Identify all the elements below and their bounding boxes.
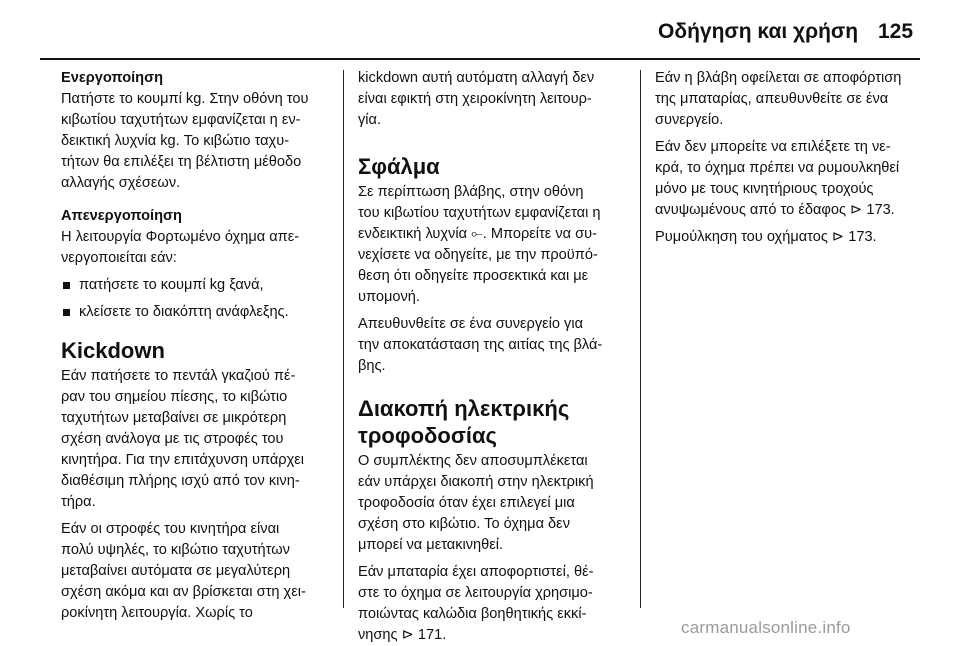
text-line: Εάν οι στροφές του κινητήρα είναι [61, 521, 280, 537]
text-line: πολύ υψηλές, το κιβώτιο ταχυτήτων [61, 542, 290, 558]
bullet-square-icon [63, 282, 70, 289]
heading-line: Διακοπή ηλεκτρικής [358, 396, 570, 421]
column-3 [655, 68, 923, 248]
text-line: κιβωτίου ταχυτήτων εμφανίζεται η εν- [61, 112, 301, 128]
section-heading-kickdown: Kickdown [61, 338, 165, 363]
text-line: σχέση στο κιβώτιο. Το όχημα δεν [358, 516, 570, 532]
text-line: αλλαγής σχέσεων. [61, 175, 181, 191]
text-line: σχέση ακόμα και αν βρίσκεται στη χει- [61, 584, 306, 600]
heading-line: τροφοδοσίας [358, 423, 497, 448]
text-line: τροφοδοσία όταν έχει επιλεγεί μια [358, 495, 575, 511]
text-line: του κιβωτίου ταχυτήτων εμφανίζεται η [358, 205, 601, 221]
text-line: ραν του σημείου πίεσης, το κιβώτιο [61, 389, 288, 405]
bullet-text: πατήσετε το κουμπί kg ξανά, [79, 277, 264, 293]
text-line: της μπαταρίας, απευθυνθείτε σε ένα [655, 91, 889, 107]
text-line: θεση ότι οδηγείτε προσεκτικά και με [358, 268, 589, 284]
text-line: νησης ⊳ 171. [358, 627, 447, 643]
paragraph-fault-2 [358, 314, 626, 377]
text-line: ενδεικτική λυχνία ⟜. Μπορείτε να συ- [358, 226, 597, 242]
column-1 [61, 68, 329, 624]
text-line: υπομονή. [358, 289, 420, 305]
paragraph-power-1 [358, 451, 626, 556]
text-line: μόνο με τους κινητήριους τροχούς [655, 181, 874, 197]
text-line: Εάν η βλάβη οφείλεται σε αποφόρτιση [655, 70, 902, 86]
section-heading-power-interruption [358, 395, 626, 449]
paragraph-kickdown-1 [61, 366, 329, 513]
text-line: κρά, το όχημα πρέπει να ρυμουλκηθεί [655, 160, 900, 176]
text-line: σχέση ανάλογα με τις στροφές του [61, 431, 284, 447]
paragraph-power-2 [358, 562, 626, 646]
spacer [61, 194, 329, 206]
header-rule [40, 58, 920, 60]
text-line: γία. [358, 112, 382, 128]
text-line: Απευθυνθείτε σε ένα συνεργείο για [358, 316, 584, 332]
text-line: είναι εφικτή στη χειροκίνητη λειτουρ- [358, 91, 592, 107]
text-line: ταχυτήτων μεταβαίνει σε μικρότερη [61, 410, 287, 426]
paragraph-activation [61, 89, 329, 194]
text-line: τήτων θα επιλέξει τη βέλτιστη μέθοδο [61, 154, 302, 170]
text-line: βης. [358, 358, 386, 374]
text-line: τήρα. [61, 494, 96, 510]
text-line: μπορεί να μετακινηθεί. [358, 537, 504, 553]
bullet-square-icon [63, 309, 70, 316]
bullet-item [61, 275, 329, 296]
text-line: την αποκατάσταση της αιτίας της βλά- [358, 337, 603, 353]
text-line: διαθέσιμη πλήρης ισχύ από τον κινη- [61, 473, 300, 489]
text-line: εάν υπάρχει διακοπή στην ηλεκτρική [358, 474, 594, 490]
column-2 [358, 68, 626, 646]
text-line: ανυψωμένους από το έδαφος ⊳ 173. [655, 202, 895, 218]
text-line: Εάν μπαταρία έχει αποφορτιστεί, θέ- [358, 564, 594, 580]
text-line: κινητήρα. Για την επιτάχυνση υπάρχει [61, 452, 304, 468]
text-line: συνεργείο. [655, 112, 724, 128]
text-line: νεργοποιείται εάν: [61, 250, 177, 266]
text-line: Η λειτουργία Φορτωμένο όχημα απε- [61, 229, 300, 245]
column-divider-left [343, 70, 344, 608]
paragraph-fault-1 [358, 182, 626, 308]
text-line: Εάν πατήσετε το πεντάλ γκαζιού πέ- [61, 368, 296, 384]
paragraph-deactivation [61, 227, 329, 269]
text-line: kickdown αυτή αυτόματη αλλαγή δεν [358, 70, 595, 86]
text-line: Ρυμούλκηση του οχήματος ⊳ 173. [655, 229, 877, 245]
bullet-item [61, 302, 329, 323]
text-line: στε το όχημα σε λειτουργία χρησιμο- [358, 585, 593, 601]
text-line: δεικτική λυχνία kg. Το κιβώτιο ταχυ- [61, 133, 290, 149]
text-line: Πατήστε το κουμπί kg. Στην οθόνη του [61, 91, 309, 107]
watermark: carmanualsonline.info [681, 618, 851, 637]
text-line: μεταβαίνει αυτόματα σε μεγαλύτερη [61, 563, 291, 579]
paragraph-battery [655, 68, 923, 131]
paragraph-kickdown-2 [61, 519, 329, 624]
page-number: 125 [878, 20, 914, 43]
heading-deactivation: Απενεργοποίηση [61, 208, 182, 224]
bullet-text: κλείσετε το διακόπτη ανάφλεξης. [79, 304, 289, 320]
paragraph-neutral [655, 137, 923, 221]
text-line: Εάν δεν μπορείτε να επιλέξετε τη νε- [655, 139, 891, 155]
paragraph-kickdown-continued [358, 68, 626, 131]
column-divider-right [640, 70, 641, 608]
section-heading-fault: Σφάλμα [358, 154, 440, 179]
text-line: Σε περίπτωση βλάβης, στην οθόνη [358, 184, 584, 200]
heading-activation: Ενεργοποίηση [61, 70, 163, 86]
text-line: ποιώντας καλώδια βοηθητικής εκκί- [358, 606, 587, 622]
page-header [0, 0, 960, 62]
text-line: Ο συμπλέκτης δεν αποσυμπλέκεται [358, 453, 588, 469]
text-line: ροκίνητη λειτουργία. Χωρίς το [61, 605, 253, 621]
text-line: νεχίσετε να οδηγείτε, με την προϋπό- [358, 247, 598, 263]
page-title: Οδήγηση και χρήση [658, 20, 859, 43]
paragraph-towing-reference [655, 227, 923, 248]
